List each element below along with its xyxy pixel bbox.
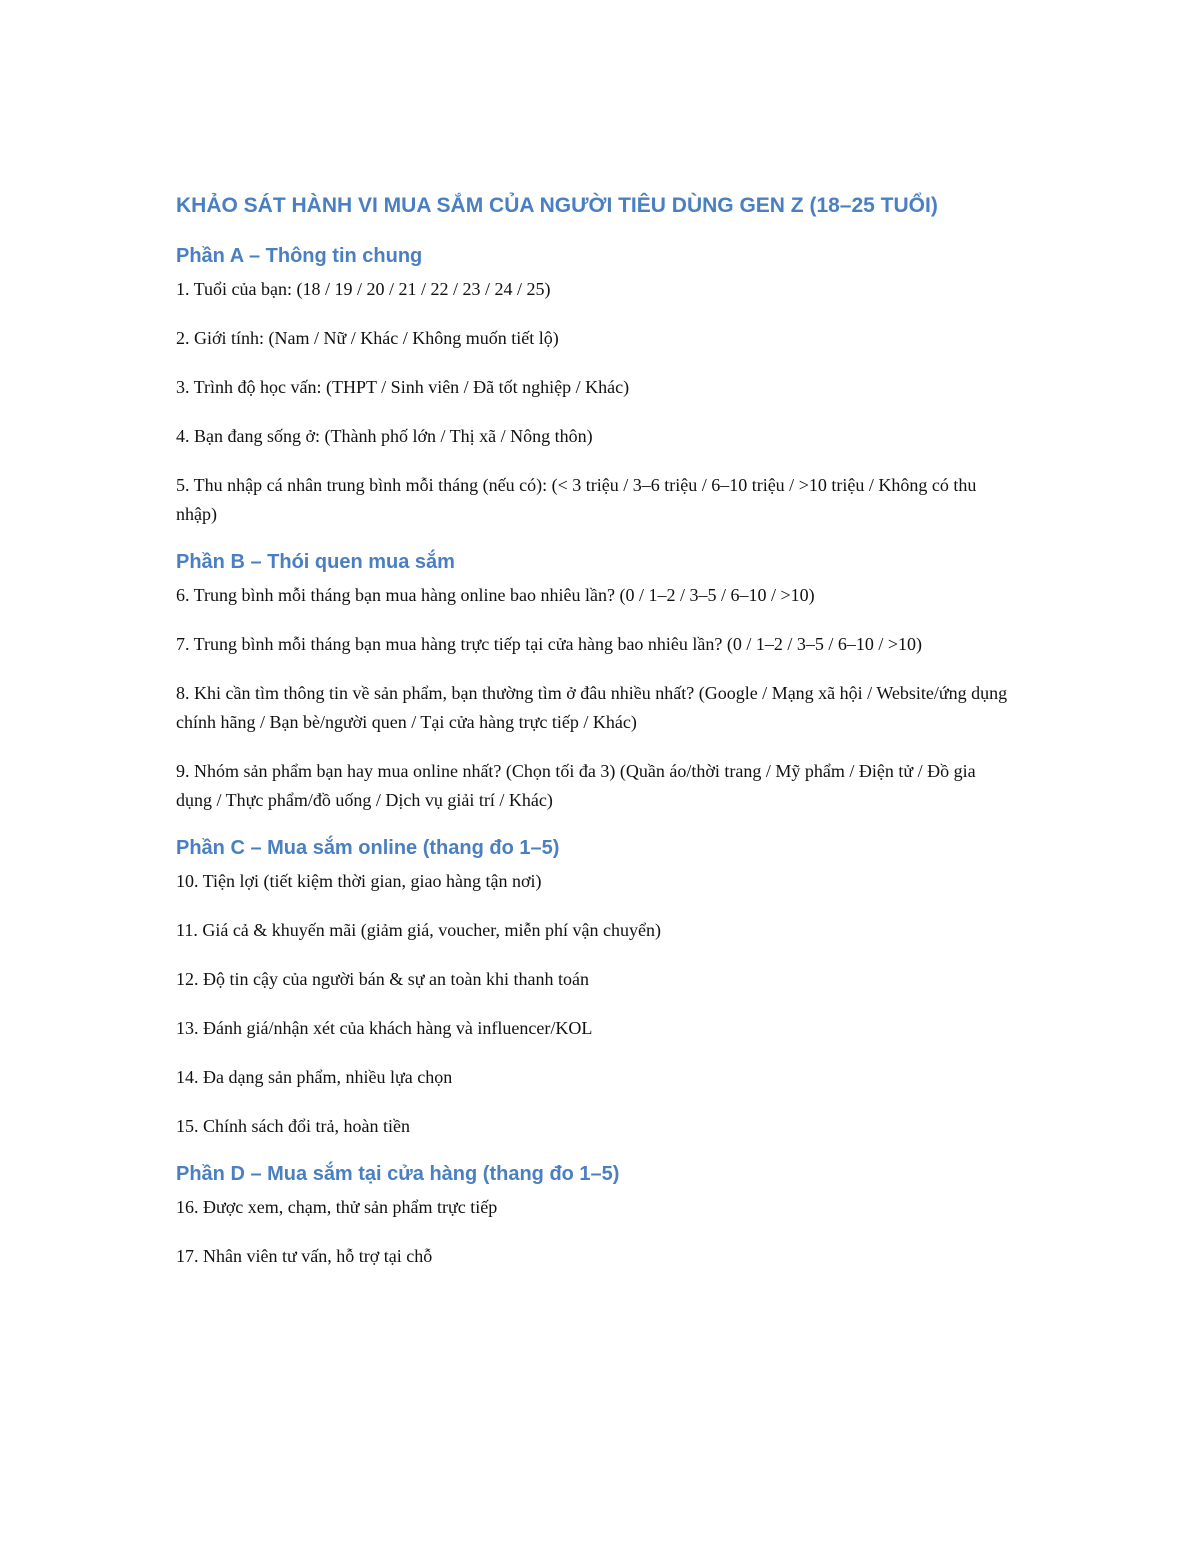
question-5: 5. Thu nhập cá nhân trung bình mỗi tháng (nếu có): (< 3 triệu / 3–6 triệu / 6–10 triệu / >10 triệu / Không có thu nhập) (176, 475, 977, 524)
section-b (176, 549, 1016, 815)
question-14: 14. Đa dạng sản phẩm, nhiều lựa chọn (176, 1067, 453, 1087)
section-c (176, 835, 1016, 1141)
section-c-heading: Phần C – Mua sắm online (thang đo 1–5) (176, 837, 560, 859)
question-13: 13. Đánh giá/nhận xét của khách hàng và influencer/KOL (176, 1018, 593, 1038)
document-page (176, 188, 1016, 1291)
section-b-heading: Phần B – Thói quen mua sắm (176, 551, 455, 573)
question-6: 6. Trung bình mỗi tháng bạn mua hàng online bao nhiêu lần? (0 / 1–2 / 3–5 / 6–10 / >10) (176, 585, 815, 605)
document-title: KHẢO SÁT HÀNH VI MUA SẮM CỦA NGƯỜI TIÊU DÙNG GEN Z (18–25 TUỔI) (176, 194, 938, 217)
question-3: 3. Trình độ học vấn: (THPT / Sinh viên / Đã tốt nghiệp / Khác) (176, 377, 630, 397)
question-11: 11. Giá cả & khuyến mãi (giảm giá, voucher, miễn phí vận chuyển) (176, 920, 661, 940)
question-16: 16. Được xem, chạm, thử sản phẩm trực tiếp (176, 1197, 498, 1217)
section-d (176, 1161, 1016, 1271)
question-9: 9. Nhóm sản phẩm bạn hay mua online nhất? (Chọn tối đa 3) (Quần áo/thời trang / Mỹ phẩm / Điện tử / Đồ gia dụng / Thực phẩm/đồ uống / Dịch vụ giải trí / Khác) (176, 761, 976, 810)
question-4: 4. Bạn đang sống ở: (Thành phố lớn / Thị xã / Nông thôn) (176, 426, 593, 446)
question-7: 7. Trung bình mỗi tháng bạn mua hàng trực tiếp tại cửa hàng bao nhiêu lần? (0 / 1–2 / 3–5 / 6–10 / >10) (176, 634, 923, 654)
question-15: 15. Chính sách đổi trả, hoàn tiền (176, 1116, 410, 1136)
section-a (176, 243, 1016, 529)
question-1: 1. Tuổi của bạn: (18 / 19 / 20 / 21 / 22 / 23 / 24 / 25) (176, 279, 551, 299)
section-a-heading: Phần A – Thông tin chung (176, 245, 423, 267)
section-d-heading: Phần D – Mua sắm tại cửa hàng (thang đo 1–5) (176, 1163, 620, 1185)
question-10: 10. Tiện lợi (tiết kiệm thời gian, giao hàng tận nơi) (176, 871, 542, 891)
question-17: 17. Nhân viên tư vấn, hỗ trợ tại chỗ (176, 1246, 433, 1266)
question-12: 12. Độ tin cậy của người bán & sự an toàn khi thanh toán (176, 969, 589, 989)
question-2: 2. Giới tính: (Nam / Nữ / Khác / Không muốn tiết lộ) (176, 328, 559, 348)
question-8: 8. Khi cần tìm thông tin về sản phẩm, bạn thường tìm ở đâu nhiều nhất? (Google / Mạng xã hội / Website/ứng dụng chính hãng / Bạn bè/người quen / Tại cửa hàng trực tiếp / Khác) (176, 683, 1008, 732)
